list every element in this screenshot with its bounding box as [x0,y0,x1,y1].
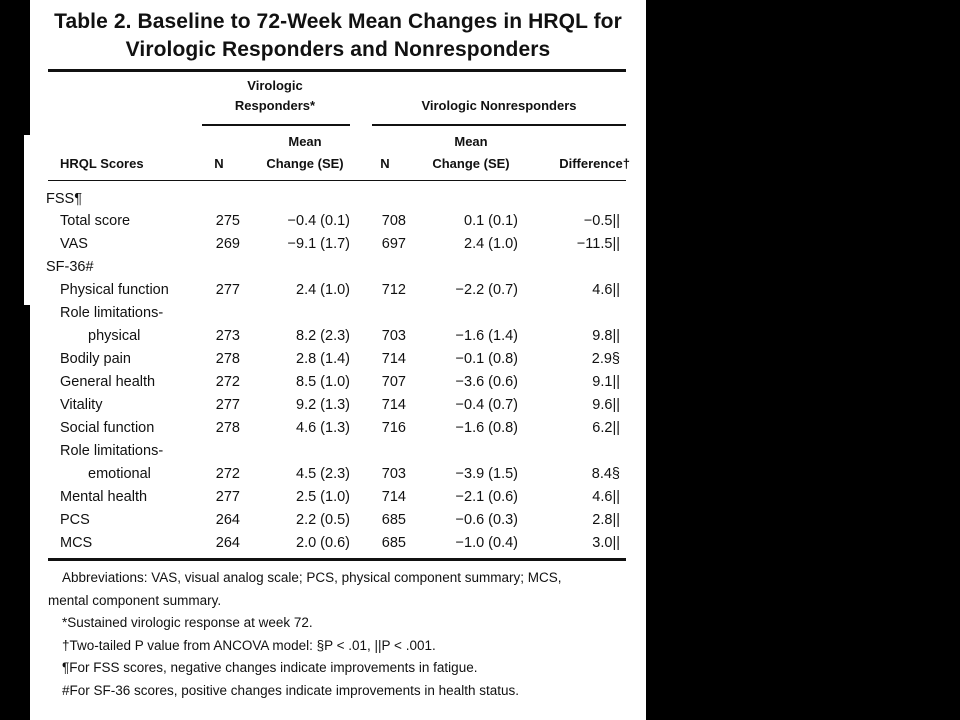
cell-n-nonresponders: 707 [381,374,406,390]
cell-n-responders: 264 [215,535,240,551]
cell-difference: 2.9§ [591,351,620,367]
col-hrql-scores: HRQL Scores [60,156,144,171]
note-abbrev-line2: mental component summary. [48,593,222,608]
cell-mean-change-nonresponders: 2.4 (1.0) [464,236,518,252]
note-dagger: †Two-tailed P value from ANCOVA model: §P < .01, ||P < .001. [62,638,436,653]
cell-mean-change-nonresponders: −1.6 (1.4) [455,328,518,344]
cell-difference: 4.6|| [592,489,620,505]
table-row [30,281,646,301]
cell-mean-change-responders: 8.2 (2.3) [296,328,350,344]
cell-mean-change-responders: 4.5 (2.3) [296,466,350,482]
group-nonresponders: Virologic Nonresponders [421,98,577,113]
cell-n-responders: 264 [215,512,240,528]
col-n1: N [214,156,224,171]
cell-mean-change-responders: 2.2 (0.5) [296,512,350,528]
col-mean1-line2: Change (SE) [266,156,344,171]
row-label: General health [60,374,156,390]
table-row [30,235,646,255]
col-n2: N [380,156,390,171]
table-row [30,212,646,232]
row-label: MCS [60,535,93,551]
table-row [30,373,646,393]
note-pilcrow: ¶For FSS scores, negative changes indicate improvements in fatigue. [62,660,478,675]
cell-mean-change-nonresponders: 0.1 (0.1) [464,213,518,229]
cell-mean-change-nonresponders: −2.2 (0.7) [455,282,518,298]
row-label: Physical function [60,282,169,298]
cell-difference: 3.0|| [592,535,620,551]
cell-n-nonresponders: 685 [381,535,406,551]
cell-mean-change-nonresponders: −1.6 (0.8) [455,420,518,436]
cell-n-nonresponders: 685 [381,512,406,528]
cell-mean-change-nonresponders: −3.6 (0.6) [455,374,518,390]
header-rule [48,180,626,181]
group2-rule [372,124,626,126]
section-row [30,258,646,278]
cell-n-responders: 277 [215,282,240,298]
cell-difference: 8.4§ [591,466,620,482]
cell-difference: 4.6|| [592,282,620,298]
cell-mean-change-nonresponders: −0.6 (0.3) [455,512,518,528]
table-row [30,419,646,439]
cell-mean-change-responders: 2.8 (1.4) [296,351,350,367]
cell-n-responders: 277 [215,489,240,505]
cell-n-nonresponders: 712 [381,282,406,298]
table-title-line2: Virologic Responders and Nonresponders [125,38,551,61]
cell-mean-change-responders: 8.5 (1.0) [296,374,350,390]
cell-mean-change-responders: −0.4 (0.1) [287,213,350,229]
col-mean2-line2: Change (SE) [432,156,510,171]
cell-mean-change-nonresponders: −0.4 (0.7) [455,397,518,413]
row-label: emotional [88,466,151,482]
row-label: PCS [60,512,90,528]
cell-n-responders: 278 [215,351,240,367]
row-label: physical [88,328,141,344]
row-label: Role limitations- [60,443,164,459]
cell-difference: 9.6|| [592,397,620,413]
table-row [30,396,646,416]
cell-n-nonresponders: 716 [381,420,406,436]
section-label: FSS¶ [46,191,82,207]
cell-mean-change-responders: 9.2 (1.3) [296,397,350,413]
cell-n-responders: 278 [215,420,240,436]
cell-difference: 2.8|| [592,512,620,528]
cell-difference: 6.2|| [592,420,620,436]
cell-n-responders: 277 [215,397,240,413]
row-label: Vitality [60,397,103,413]
table-row [30,534,646,554]
row-label: Social function [60,420,155,436]
group1-rule [202,124,350,126]
row-label: VAS [60,236,88,252]
row-label: Total score [60,213,131,229]
cell-difference: 9.1|| [592,374,620,390]
cell-n-nonresponders: 697 [381,236,406,252]
top-rule [48,69,626,72]
note-abbrev-line1: Abbreviations: VAS, visual analog scale; PCS, physical component summary; MCS, [62,570,562,585]
cell-mean-change-responders: 2.5 (1.0) [296,489,350,505]
bottom-rule [48,558,626,561]
section-label: SF-36# [46,259,94,275]
group-responders-line2: Responders* [234,98,316,113]
cell-n-nonresponders: 703 [381,328,406,344]
table-row [30,304,646,324]
cell-mean-change-responders: 2.4 (1.0) [296,282,350,298]
cell-mean-change-responders: 4.6 (1.3) [296,420,350,436]
cell-n-responders: 273 [215,328,240,344]
cell-n-responders: 272 [215,374,240,390]
cell-difference: −0.5|| [583,213,620,229]
cell-n-responders: 275 [215,213,240,229]
row-label: Role limitations- [60,305,164,321]
table-row [30,488,646,508]
note-hash: #For SF-36 scores, positive changes indicate improvements in health status. [62,683,519,698]
cell-n-nonresponders: 714 [381,489,406,505]
table-title-line1: Table 2. Baseline to 72-Week Mean Changes in HRQL for [54,10,622,33]
row-label: Mental health [60,489,148,505]
cell-mean-change-nonresponders: −2.1 (0.6) [455,489,518,505]
note-star: *Sustained virologic response at week 72. [62,615,313,630]
cell-mean-change-responders: 2.0 (0.6) [296,535,350,551]
cell-mean-change-nonresponders: −0.1 (0.8) [455,351,518,367]
cell-n-responders: 269 [215,236,240,252]
cell-n-responders: 272 [215,466,240,482]
cell-n-nonresponders: 708 [381,213,406,229]
col-mean2-line1: Mean [454,134,488,149]
cell-n-nonresponders: 714 [381,397,406,413]
section-row [30,190,646,210]
cell-difference: 9.8|| [592,328,620,344]
table-row [30,511,646,531]
cell-mean-change-nonresponders: −1.0 (0.4) [455,535,518,551]
table-page [30,0,646,720]
table-row [30,350,646,370]
cell-n-nonresponders: 703 [381,466,406,482]
table-row [30,442,646,462]
group-responders-line1: Virologic [247,78,303,93]
cell-difference: −11.5|| [576,236,620,252]
table-row [30,465,646,485]
cell-mean-change-responders: −9.1 (1.7) [287,236,350,252]
row-label: Bodily pain [60,351,131,367]
cell-mean-change-nonresponders: −3.9 (1.5) [455,466,518,482]
col-mean1-line1: Mean [288,134,322,149]
cell-n-nonresponders: 714 [381,351,406,367]
table-row [30,327,646,347]
col-difference: Difference† [559,156,630,171]
